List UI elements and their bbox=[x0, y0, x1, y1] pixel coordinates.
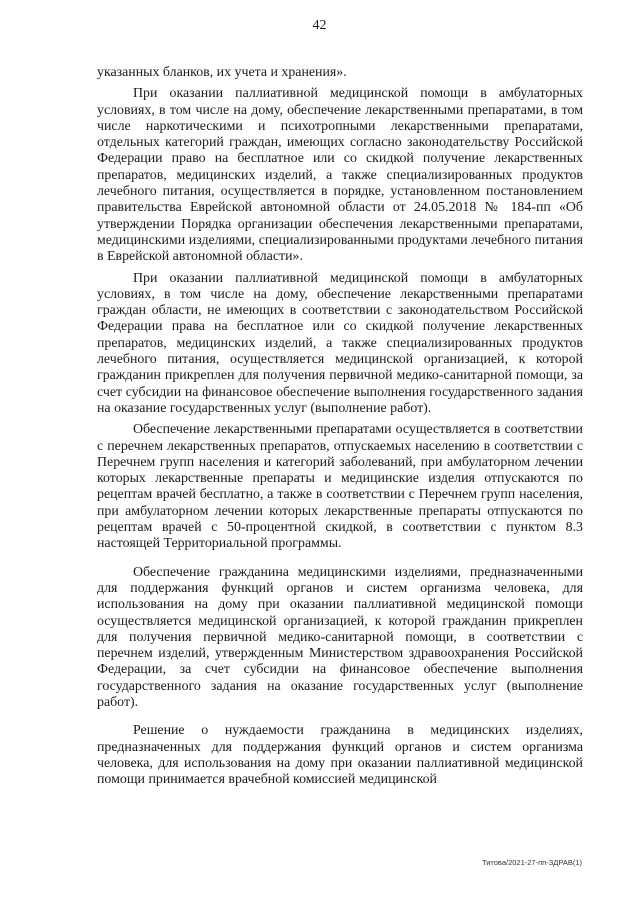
paragraph-medical-devices: Обеспечение гражданина медицинскими изделиями, предназначенными для поддержания функций органов и систем организма человека, для использования на дому при оказании паллиативной медицинской помощи осуществляется медицинской организацией, к которой гражданин прикреплен для получения первичной медико-санитарной помощи, в соответствии с перечнем изделий, утвержденным Министерством здравоохранения Российской Федерации, за счет субсидии на финансовое обеспечение выполнения государственного задания на оказание государственных услуг (выполнение работ). bbox=[97, 564, 583, 710]
document-body bbox=[97, 65, 583, 793]
paragraph-continuation: указанных бланков, их учета и хранения». bbox=[97, 65, 347, 80]
page-number: 42 bbox=[312, 18, 327, 33]
footer-reference: Титова/2021-27-пп-ЗДРАВ(1) bbox=[481, 858, 582, 867]
paragraph-drug-provision: Обеспечение лекарственными препаратами осуществляется в соответствии с перечнем лекарственных препаратов, отпускаемых населению в соответствии с Перечнем групп населения и категорий заболеваний, при амбулаторном лечении которых лекарственные препараты и медицинские изделия отпускаются по рецептам врачей бесплатно, а также в соответствии с Перечнем групп населения, при амбулаторном лечении которых лекарственные препараты отпускаются по рецептам врачей с 50-процентной скидкой, в соответствии с пунктом 8.3 настоящей Территориальной программы. bbox=[97, 422, 583, 552]
paragraph-palliative-benefits: При оказании паллиативной медицинской помощи в амбулаторных условиях, в том числе на дому, обеспечение лекарственными препаратами, в том числе наркотическими и психотропными лекарственными препаратами, отдельных категорий граждан, имеющих согласно законодательству Российской Федерации право на бесплатное или со скидкой получение лекарственных препаратов, медицинских изделий, а также специализированных продуктов лечебного питания, осуществляется в порядке, установленном постановлением правительства Еврейской автономной области от 24.05.2018 № 184-пп «Об утверждении Порядка организации обеспечения лекарственными препаратами, медицинскими изделиями, специализированными продуктами лечебного питания в Еврейской автономной области». bbox=[97, 86, 583, 265]
paragraph-palliative-no-benefits: При оказании паллиативной медицинской помощи в амбулаторных условиях, в том числе на дому, обеспечение лекарственными препаратами граждан области, не имеющих в соответствии с законодательством Российской Федерации права на бесплатное или со скидкой получение лекарственных препаратов, медицинских изделий, а также специализированных продуктов лечебного питания, осуществляется медицинской организацией, к которой гражданин прикреплен для получения первичной медико-санитарной помощи, за счет субсидии на финансовое обеспечение выполнения государственного задания на оказание государственных услуг (выполнение работ). bbox=[97, 270, 583, 416]
paragraph-commission-decision: Решение о нуждаемости гражданина в медицинских изделиях, предназначенных для поддержания функций органов и систем организма человека, для использования на дому при оказании паллиативной медицинской помощи принимается врачебной комиссией медицинской bbox=[97, 723, 583, 788]
